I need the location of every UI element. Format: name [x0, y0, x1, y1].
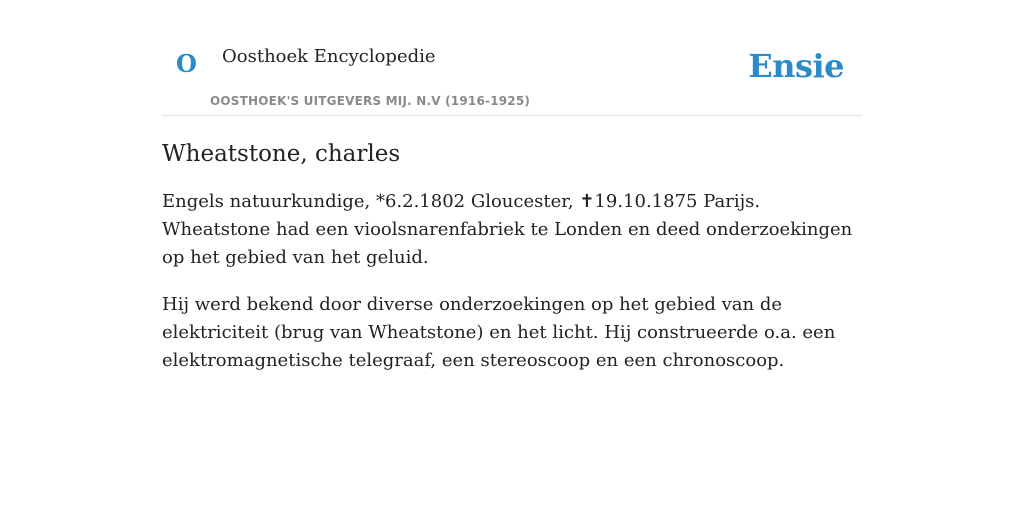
entry-title: Wheatstone, charles	[162, 141, 401, 167]
page	[162, 0, 862, 375]
source-header	[162, 0, 862, 116]
source-logo-link[interactable]: O	[176, 49, 197, 78]
entry-paragraph: Hij werd bekend door diverse onderzoekingen op het gebied van de elektriciteit (brug van Wheatstone) en het licht. Hij construeerde o.a. een elektromagnetische telegraaf, een stereoscoop en een chronoscoop.	[162, 293, 836, 371]
ensie-logo-link[interactable]: Ensie	[748, 47, 844, 85]
source-subtitle: OOSTHOEK'S UITGEVERS MIJ. N.V (1916-1925)	[210, 94, 531, 108]
source-title[interactable]: Oosthoek Encyclopedie	[222, 46, 436, 67]
entry-paragraph: Engels natuurkundige, *6.2.1802 Gloucester, ✝19.10.1875 Parijs. Wheatstone had een vioolsnarenfabriek te Londen en deed onderzoekingen op het gebied van het geluid.	[162, 190, 853, 268]
